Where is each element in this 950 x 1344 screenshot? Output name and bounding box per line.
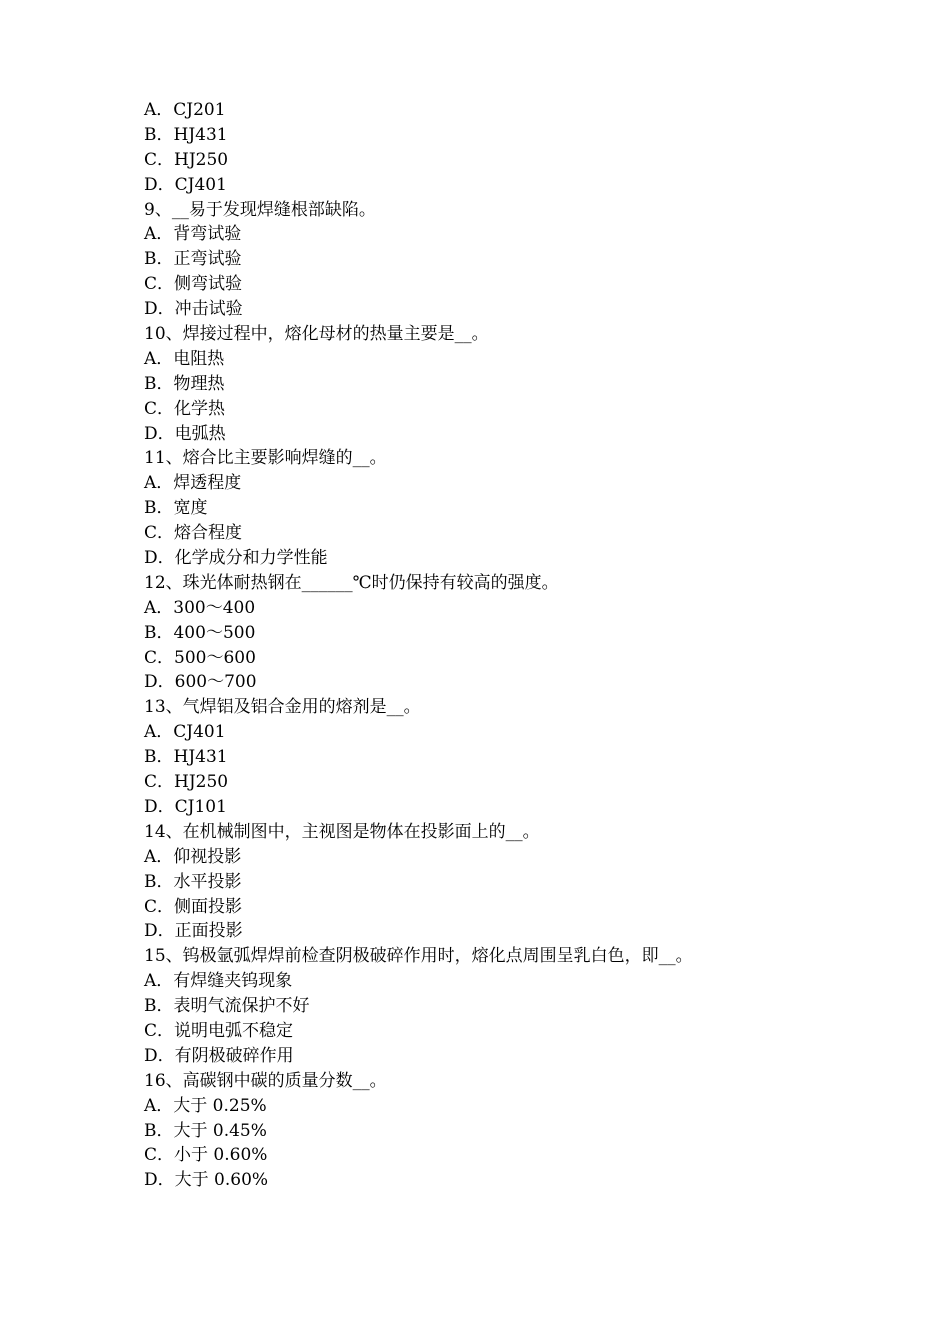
option-line: C．说明电弧不稳定 (144, 1020, 294, 1041)
option-line: D．电弧热 (144, 423, 226, 444)
option-line: B．HJ431 (144, 124, 228, 145)
option-line: A．背弯试验 (144, 224, 242, 245)
document-page (144, 98, 864, 1193)
question-line: 11、熔合比主要影响焊缝的__。 (144, 448, 387, 469)
option-line: B．宽度 (144, 498, 208, 519)
option-line: D．化学成分和力学性能 (144, 548, 328, 569)
option-line: A．CJ201 (144, 100, 226, 120)
option-line: D．CJ101 (144, 796, 227, 817)
option-line: C．侧弯试验 (144, 274, 243, 295)
option-line: C．小于 0.60% (144, 1145, 268, 1166)
option-line: B．400～500 (144, 622, 256, 643)
option-line: B．水平投影 (144, 871, 242, 892)
question-line: 13、气焊铝及铝合金用的熔剂是__。 (144, 697, 421, 718)
option-line: B．正弯试验 (144, 249, 242, 270)
option-line: A．焊透程度 (144, 473, 242, 494)
option-line: C．HJ250 (144, 772, 229, 793)
question-line: 15、钨极氩弧焊焊前检查阴极破碎作用时，熔化点周围呈乳白色，即__。 (144, 946, 693, 967)
option-line: D．600～700 (144, 672, 257, 693)
option-line: A．仰视投影 (144, 846, 242, 867)
option-line: A．大于 0.25% (144, 1095, 267, 1116)
option-line: D．冲击试验 (144, 299, 243, 320)
option-line: B．物理热 (144, 373, 225, 394)
question-line: 14、在机械制图中，主视图是物体在投影面上的__。 (144, 821, 540, 842)
option-line: C．500～600 (144, 647, 256, 668)
question-line: 16、高碳钢中碳的质量分数__。 (144, 1070, 387, 1091)
option-line: D．CJ401 (144, 174, 227, 195)
question-line: 12、珠光体耐热钢在______℃时仍保持有较高的强度。 (144, 572, 559, 593)
option-line: D．有阴极破碎作用 (144, 1045, 294, 1066)
option-line: B．表明气流保护不好 (144, 996, 310, 1017)
option-line: D．正面投影 (144, 921, 243, 942)
option-line: C．化学热 (144, 398, 226, 419)
option-line: C．熔合程度 (144, 523, 243, 544)
option-line: C．侧面投影 (144, 896, 243, 917)
question-line: 9、__易于发现焊缝根部缺陷。 (144, 199, 376, 220)
option-line: A．300～400 (144, 597, 256, 618)
option-line: B．大于 0.45% (144, 1120, 267, 1141)
option-line: A．电阻热 (144, 348, 225, 369)
option-line: B．HJ431 (144, 747, 228, 768)
option-line: C．HJ250 (144, 149, 229, 170)
option-line: D．大于 0.60% (144, 1170, 269, 1191)
option-line: A．CJ401 (144, 722, 226, 743)
question-line: 10、焊接过程中，熔化母材的热量主要是__。 (144, 324, 489, 345)
option-line: A．有焊缝夹钨现象 (144, 971, 293, 992)
